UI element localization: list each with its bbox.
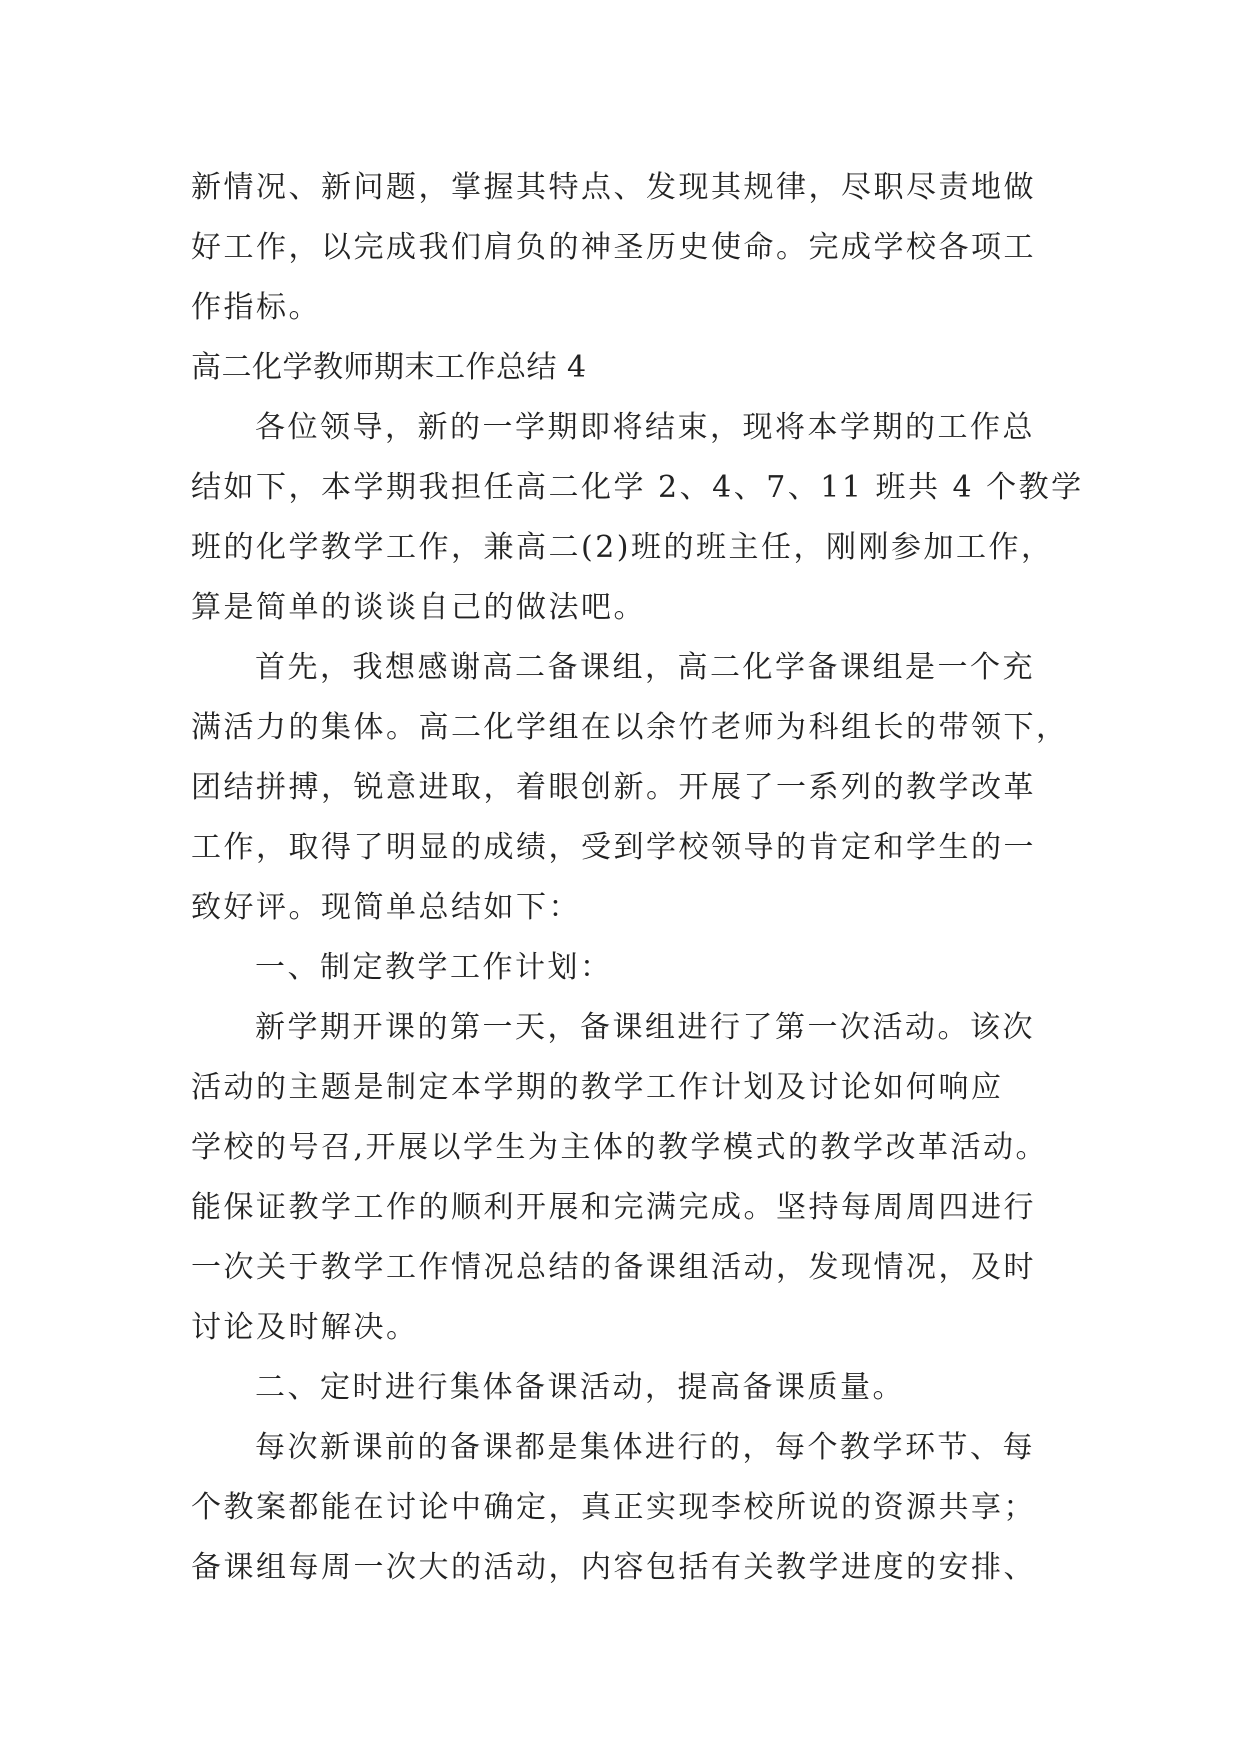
text-line: 各位领导，新的一学期即将结束，现将本学期的工作总 — [255, 410, 1035, 445]
text-line: 讨论及时解决。 — [191, 1310, 419, 1345]
text-line: 班的化学教学工作，兼高二(2)班的班主任，刚刚参加工作， — [191, 530, 1054, 565]
document-body — [191, 158, 1084, 1598]
text-line: 首先，我想感谢高二备课组，高二化学备课组是一个充 — [255, 650, 1035, 685]
text-line: 二、定时进行集体备课活动，提高备课质量。 — [255, 1370, 905, 1405]
text-line: 学校的号召,开展以学生为主体的教学模式的教学改革活动。 — [191, 1130, 1049, 1165]
text-line: 满活力的集体。高二化学组在以余竹老师为科组长的带领下， — [191, 710, 1069, 745]
text-line: 能保证教学工作的顺利开展和完满完成。坚持每周周四进行 — [191, 1190, 1036, 1225]
text-line: 团结拼搏，锐意进取，着眼创新。开展了一系列的教学改革 — [191, 770, 1036, 805]
text-line: 致好评。现简单总结如下： — [191, 890, 581, 925]
text-line: 个教案都能在讨论中确定，真正实现李校所说的资源共享； — [191, 1490, 1036, 1525]
text-line: 一次关于教学工作情况总结的备课组活动，发现情况，及时 — [191, 1250, 1036, 1285]
text-line: 备课组每周一次大的活动，内容包括有关教学进度的安排、 — [191, 1550, 1036, 1585]
section-heading: 高二化学教师期末工作总结 4 — [191, 350, 587, 385]
text-line: 算是简单的谈谈自己的做法吧。 — [191, 590, 646, 625]
text-line: 新情况、新问题，掌握其特点、发现其规律，尽职尽责地做 — [191, 170, 1036, 205]
text-line: 一、制定教学工作计划： — [255, 950, 613, 985]
text-line: 好工作，以完成我们肩负的神圣历史使命。完成学校各项工 — [191, 230, 1036, 265]
text-line: 每次新课前的备课都是集体进行的，每个教学环节、每 — [255, 1430, 1035, 1465]
text-line: 作指标。 — [191, 290, 321, 325]
text-line: 结如下，本学期我担任高二化学 2、4、7、11 班共 4 个教学 — [191, 470, 1084, 505]
text-line: 活动的主题是制定本学期的教学工作计划及讨论如何响应 — [191, 1070, 1004, 1105]
text-line: 新学期开课的第一天，备课组进行了第一次活动。该次 — [255, 1010, 1035, 1045]
text-line: 工作，取得了明显的成绩，受到学校领导的肯定和学生的一 — [191, 830, 1036, 865]
